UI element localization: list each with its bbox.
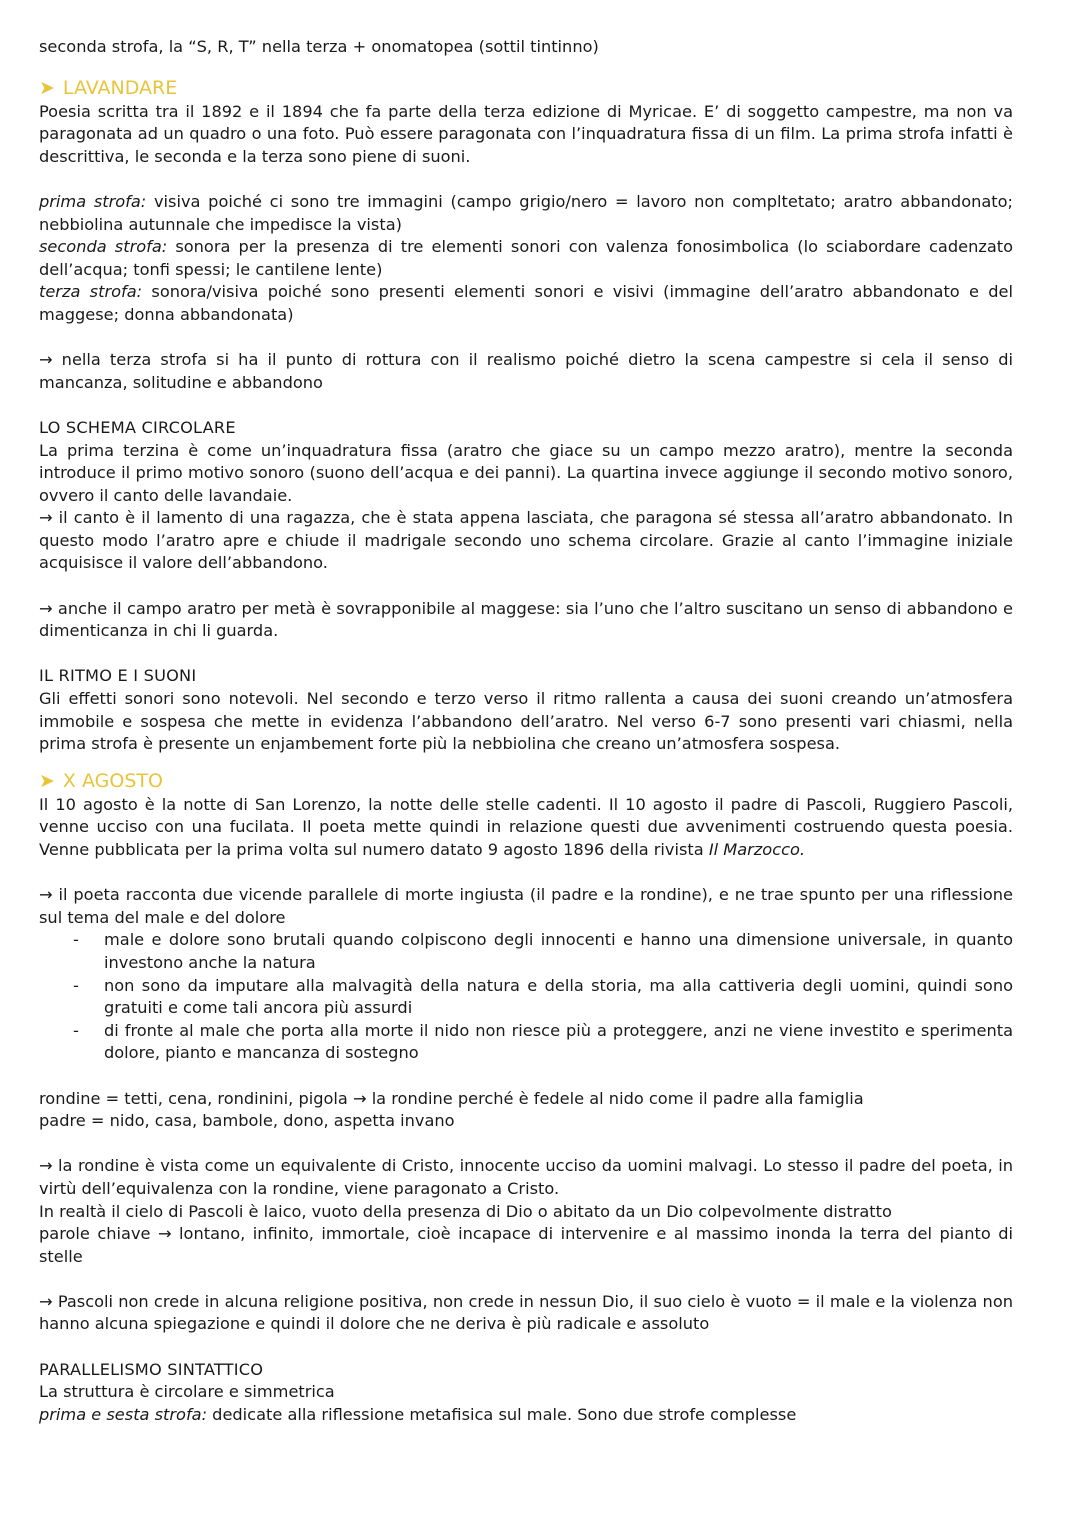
campo-note: → anche il campo aratro per metà è sovrapponibile al maggese: sia l’uno che l’altro suscitano un senso di abbandono e dimenticanza in chi li guarda. — [39, 598, 1013, 641]
strofa-2-text: sonora per la presenza di tre elementi sonori con valenza fonosimbolica (lo sciabordare cadenzato dell’acqua; tonfi spessi; le cantilene lente) — [39, 237, 1013, 279]
section-title-text: X AGOSTO — [62, 769, 163, 792]
cristo-note: → la rondine è vista come un equivalente di Cristo, innocente ucciso da uomini malvagi. Lo stesso il padre del poeta, in virtù dell’equivalenza con la rondine, viene paragonato a Cristo. — [39, 1156, 1013, 1198]
rondine-line: rondine = tetti, cena, rondinini, pigola → la rondine perché è fedele al nido come il padre alla famiglia — [39, 1088, 864, 1108]
section-title-x-agosto — [39, 769, 1013, 794]
parallelismo-title: PARALLELISMO SINTATTICO — [39, 1359, 264, 1379]
strofa-1-text: visiva poiché ci sono tre immagini (campo grigio/nero = lavoro non compltetato; aratro abbandonato; nebbiolina autunnale che impedisce la vista) — [39, 191, 1013, 234]
rottura-note: → nella terza strofa si ha il punto di rottura con il realismo poiché dietro la scena campestre si cela il senso di mancanza, solitudine e abbandono — [39, 350, 1013, 392]
strofe-label: prima e sesta strofa: — [39, 1404, 208, 1424]
section-title-text: LAVANDARE — [62, 76, 178, 99]
schema-text: La prima terzina è come un’inquadratura fissa (aratro che giace su un campo mezzo aratro), mentre la seconda introduce il primo motivo sonoro (suono dell’acqua e dei panni). La quartina invece aggiunge il secondo motivo sonoro, ovvero il canto delle lavandaie. — [39, 440, 1013, 505]
cielo-note: In realtà il cielo di Pascoli è laico, vuoto della presenza di Dio o abitato da un Dio colpevolmente distratto — [39, 1201, 892, 1221]
list-item: - di fronte al male che porta alla morte il nido non riesce più a proteggere, anzi ne viene investito e sperimenta dolore, pianto e mancanza di sostegno — [39, 1020, 1013, 1065]
ritmo-text: Gli effetti sonori sono notevoli. Nel secondo e terzo verso il ritmo rallenta a causa dei suoni creando un’atmosfera immobile e sospesa che mette in evidenza l’abbandono dell’aratro. Nel verso 6-7 sono presenti vari chiasmi, nella prima strofa è presente un enjambement forte più la nebbiolina che creano un’atmosfera sospesa. — [39, 689, 1013, 754]
agosto-intro — [39, 794, 1013, 862]
strofa-2 — [39, 236, 1013, 281]
strofa-1-label: prima strofa: — [39, 191, 147, 211]
parole-chiave: parole chiave → lontano, infinito, immortale, cioè incapace di intervenire e al massimo inonda la terra del pianto di stelle — [39, 1224, 1013, 1266]
ritmo-title: IL RITMO E I SUONI — [39, 666, 197, 686]
section-title-lavandare — [39, 76, 1013, 101]
strofe-note — [39, 1404, 1013, 1427]
journal-name: Il Marzocco. — [708, 840, 806, 859]
strofa-1 — [39, 191, 1013, 236]
parallelismo-text: La struttura è circolare e simmetrica — [39, 1382, 335, 1402]
arrow-bullet-icon: ➤ — [39, 76, 55, 99]
strofa-3-label: terza strofa: — [39, 282, 143, 302]
schema-canto: → il canto è il lamento di una ragazza, che è stata appena lasciata, che paragona sé stessa all’aratro abbandonato. In questo modo l’aratro apre e chiude il madrigale secondo uno schema circolare. Grazie al canto l’immagine iniziale acquisisce il valore dell’abbandono. — [39, 508, 1013, 573]
arrow-bullet-icon: ➤ — [39, 769, 55, 792]
schema-title: LO SCHEMA CIRCOLARE — [39, 417, 236, 437]
religione-note: → Pascoli non crede in alcuna religione positiva, non crede in nessun Dio, il suo cielo è vuoto = il male e la violenza non hanno alcuna spiegazione e quindi il dolore che ne deriva è più radicale e assoluto — [39, 1291, 1013, 1334]
bullet-list — [39, 929, 1013, 1065]
strofa-2-label: seconda strofa: — [39, 237, 168, 257]
agosto-intro-text: Il 10 agosto è la notte di San Lorenzo, la notte delle stelle cadenti. Il 10 agosto il padre di Pascoli, Ruggiero Pascoli, venne ucciso con una fucilata. Il poeta mette quindi in relazione questi due avvenimenti costruendo questa poesia. Venne pubblicata per la prima volta sul numero datato 9 agosto 1896 della rivista — [39, 794, 1013, 859]
lavandare-intro: Poesia scritta tra il 1892 e il 1894 che fa parte della terza edizione di Myricae. E’ di soggetto campestre, ma non va paragonata ad un quadro o una foto. Può essere paragonata con l’inquadratura fissa di un film. La prima strofa infatti è descrittiva, le seconda e la terza sono piene di suoni. — [39, 101, 1013, 166]
document-page — [39, 36, 1013, 1426]
strofe-text: dedicate alla riflessione metafisica sul male. Sono due strofe complesse — [207, 1404, 797, 1424]
intro-line: seconda strofa, la “S, R, T” nella terza + onomatopea (sottil tintinno) — [39, 37, 599, 56]
padre-line: padre = nido, casa, bambole, dono, aspetta invano — [39, 1111, 455, 1131]
strofa-3-text: sonora/visiva poiché sono presenti elementi sonori e visivi (immagine dell’aratro abbandonato e del maggese; donna abbandonata) — [39, 282, 1014, 324]
strofa-3 — [39, 281, 1013, 326]
list-item: - male e dolore sono brutali quando colpiscono degli innocenti e hanno una dimensione universale, in quanto investono anche la natura — [39, 929, 1013, 974]
vicende-note: → il poeta racconta due vicende parallele di morte ingiusta (il padre e la rondine), e ne trae spunto per una riflessione sul tema del male e del dolore — [39, 885, 1013, 927]
list-item: - non sono da imputare alla malvagità della natura e della storia, ma alla cattiveria degli uomini, quindi sono gratuiti e come tali ancora più assurdi — [39, 975, 1013, 1020]
